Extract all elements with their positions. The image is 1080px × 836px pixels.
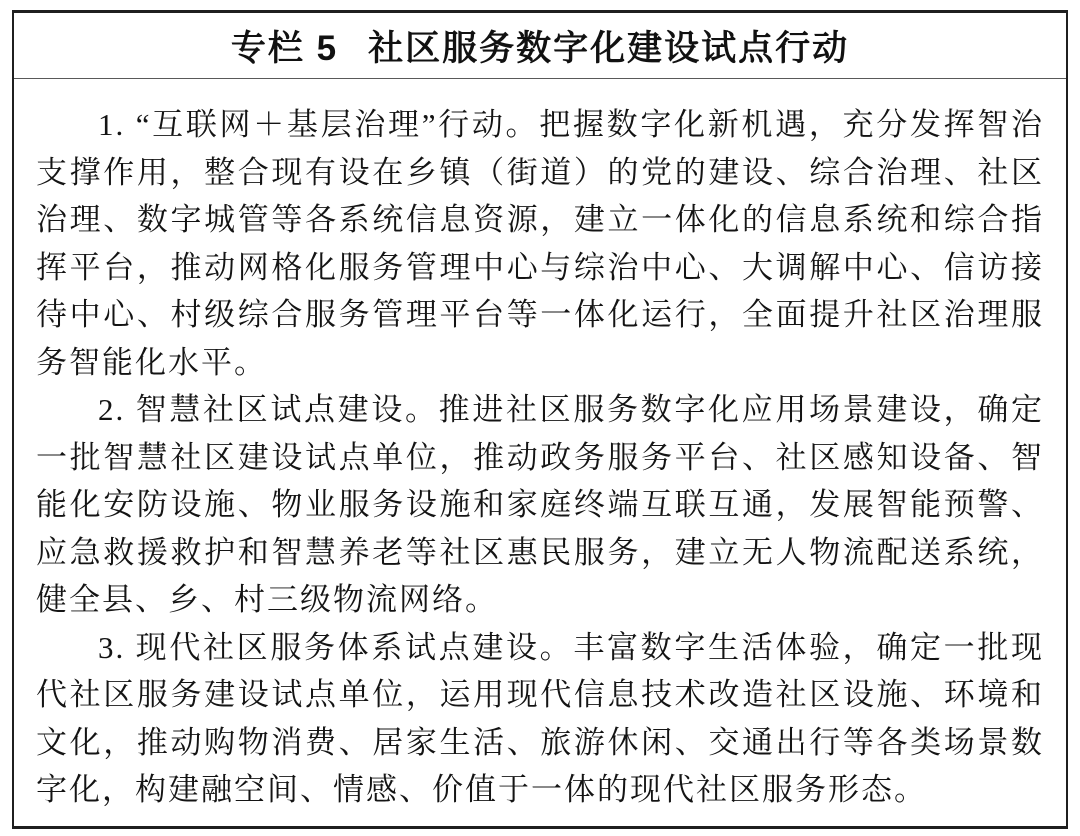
column-number-label: 专栏 5 — [230, 28, 339, 68]
column-box-header — [14, 13, 1066, 79]
paragraph-internet-grassroots-governance: 1. “互联网＋基层治理”行动。把握数字化新机遇，充分发挥智治支撑作用，整合现有设在乡镇（街道）的党的建设、综合治理、社区治理、数字城管等各系统信息资源，建立一体化的信息系统和综合指挥平台，推动网格化服务管理中心与综治中心、大调解中心、信访接待中心、村级综合服务管理平台等一体化运行，全面提升社区治理服务智能化水平。 — [36, 107, 1044, 380]
column-box — [12, 10, 1068, 829]
paragraph-modern-community-service-system: 3. 现代社区服务体系试点建设。丰富数字生活体验，确定一批现代社区服务建设试点单位，运用现代信息技术改造社区设施、环境和文化，推动购物消费、居家生活、旅游休闲、交通出行等各类场景数字化，构建融空间、情感、价值于一体的现代社区服务形态。 — [36, 629, 1044, 807]
paragraph-smart-community-pilot: 2. 智慧社区试点建设。推进社区服务数字化应用场景建设，确定一批智慧社区建设试点单位，推动政务服务平台、社区感知设备、智能化安防设施、物业服务设施和家庭终端互联互通，发展智能预警、应急救援救护和智慧养老等社区惠民服务，建立无人物流配送系统，健全县、乡、村三级物流网络。 — [36, 392, 1044, 617]
column-box-body — [14, 79, 1066, 814]
column-title: 社区服务数字化建设试点行动 — [368, 28, 850, 68]
